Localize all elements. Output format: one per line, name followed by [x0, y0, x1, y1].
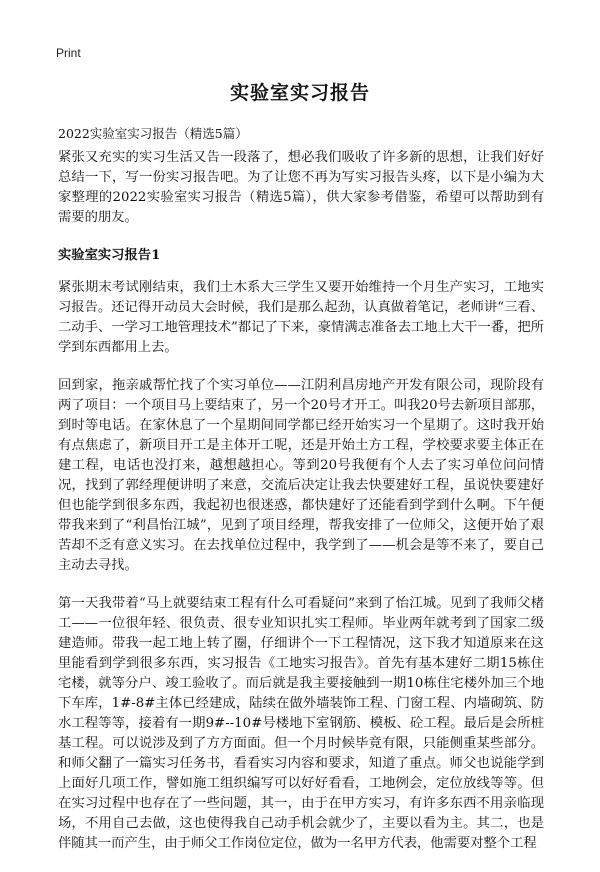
- document-title: 实验室实习报告: [229, 82, 370, 104]
- document-subtitle: 2022实验室实习报告（精选5篇）: [58, 126, 248, 141]
- document-body: [58, 148, 544, 872]
- section-heading: 实验室实习报告1: [58, 248, 161, 263]
- print-link[interactable]: Print: [56, 46, 81, 60]
- body-paragraph: 第一天我带着“马上就要结束工程有什么可看疑问”来到了怡江城。见到了我师父楮工——一位很年轻、很负责、很专业知识扎实工程师。毕业两年就考到了国家二级建造师。带我一起工地上转了圈，仔细讲个一下工程情况，这下我才知道原来在这里能看到学到很多东西，实习报告《工地实习报告》。首先有基本建好二期15栋住宅楼，就等分户、竣工验收了。而后就是我主要接触到一期10栋住宅楼外加三个地下车库，1#-8#主体已经建成，陆续在做外墙装饰工程、门窗工程、内墙砌筑、防水工程等等，接着有一期9#--10#号楼地下室钢筋、模板、砼工程。最后是会所桩基工程。可以说涉及到了方方面面。但一个月时候毕竟有限，只能侧重某些部分。和师父翻了一篇实习任务书，看看实习内容和要求，知道了重点。师父也说能学到上面好几项工作，譬如施工组织编写可以好好看看，工地例会，定位放线等等。但在实习过程中也存在了一些问题，其一，由于在甲方实习，有许多东西不用亲临现场，不用自己去做，这也使得我自己动手机会就少了，主要以看为主。其二，也是伴随其一而产生，由于师父工作岗位定位，做为一名甲方代表，他需要对整个工程: [58, 596, 544, 851]
- body-paragraph: 紧张期末考试刚结束，我们土木系大三学生又要开始维持一个月生产实习，工地实习报告。还记得开动员大会时候，我们是那么起劲，认真做着笔记，老师讲“三看、二动手、一学习工地管理技术”都记了下来，豪情满志准备去工地上大干一番，把所学到东西都用上去。: [58, 280, 544, 355]
- body-paragraph: 回到家，拖亲戚帮忙找了个实习单位——江阴利昌房地产开发有限公司，现阶段有两了项目：一个项目马上要结束了，另一个20号才开工。叫我20号去新项目部那，到时等电话。在家休息了一个星期间同学都已经开始实习一个星期了。这时我开始有点焦虑了，新项目开工是主体开工呢，还是开始土方工程，学校要求要主体正在建工程，电话也没打来，越想越担心。等到20号我便有个人去了实习单位问问情况，找到了郭经理便讲明了来意，交流后决定让我去快要建好工程，虽说快要建好但也能学到很多东西，我起初也很迷惑，都快建好了还能看到学到什么啊。下午便带我来到了“利昌怡江城”，见到了项目经理，帮我安排了一位师父，这便开始了艰苦却不乏有意义实习。在去找单位过程中，我学到了——机会是等不来了，要自己主动去寻找。: [58, 378, 544, 573]
- intro-paragraph: 紧张又充实的实习生活又告一段落了，想必我们吸收了许多新的思想，让我们好好总结一下，写一份实习报告吧。为了让您不再为写实习报告头疼，以下是小编为大家整理的2022实验室实习报告（精选5篇），供大家参考借鉴，希望可以帮助到有需要的朋友。: [58, 150, 544, 225]
